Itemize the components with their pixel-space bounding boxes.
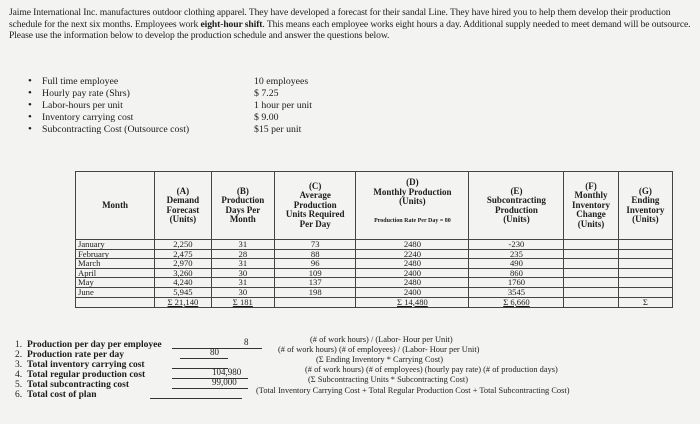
header-demand-forecast: (A) Demand Forecast (Units) xyxy=(155,172,212,240)
table-row: April 3,260 30 109 2400 860 xyxy=(76,268,673,278)
intro-text-1: Jaime International Inc. manufactures outdoor clothing apparel. They have developed a forecast for their sandal Line. They have hired you to help them develop their production schedule for the next six months. Employees work xyxy=(9,7,671,30)
question-1: 1. Production per day per employee xyxy=(15,340,162,350)
table-row: June 5,945 30 198 2400 3545 xyxy=(76,287,673,297)
bullet-icon: • xyxy=(28,99,32,111)
table-row: May 4,240 31 137 2480 1760 xyxy=(76,278,673,288)
answer-field-4[interactable]: 104,980 xyxy=(172,367,248,379)
intro-bold-text: eight-hour shift xyxy=(200,18,263,30)
answer-field-2[interactable]: 80 xyxy=(180,347,228,359)
bullet-icon: • xyxy=(28,75,32,87)
question-3: 3. Total inventory carrying cost xyxy=(15,360,145,370)
production-schedule-table xyxy=(75,171,673,308)
answer-field-5[interactable]: 99,000 xyxy=(172,377,248,389)
table-header-row xyxy=(76,172,673,240)
header-inventory-change: (F) Monthly Inventory Change (Units) xyxy=(564,172,618,240)
header-production-days: (B) Production Days Per Month xyxy=(211,172,274,240)
question-2: 2. Production rate per day xyxy=(15,350,125,360)
header-subcontracting: (E) Subcontracting Production (Units) xyxy=(469,172,564,240)
question-4: 4. Total regular production cost xyxy=(15,370,146,380)
question-5: 5. Total subcontracting cost xyxy=(15,380,130,390)
bullet-icon: • xyxy=(28,123,32,135)
header-ending-inventory: (G) Ending Inventory (Units) xyxy=(618,172,672,240)
answer-field-1[interactable]: 8 xyxy=(172,337,262,349)
formula-note-2: (# of work hours) (# of employees) / (Labor- Hour per Unit) xyxy=(278,345,480,354)
formula-note-6: (Total Inventory Carrying Cost + Total Regular Production Cost + Total Subcontracting Cost) xyxy=(256,386,570,395)
table-row: February 2,475 28 88 2240 235 xyxy=(76,249,673,259)
formula-note-5: (Σ Subcontracting Units * Subcontracting Cost) xyxy=(308,375,469,384)
table-row: January 2,250 31 73 2480 -230 xyxy=(76,240,673,250)
header-avg-units-per-day: (C) Average Production Units Required Per Day xyxy=(274,172,355,240)
formula-note-4: (# of work hours) (# of employees) (hourly pay rate) (# of production days) xyxy=(305,365,558,374)
formula-note-1: (# of work hours) / (Labor- Hour per Unit) xyxy=(310,335,453,344)
bullet-icon: • xyxy=(28,87,32,99)
header-monthly-production: (D) Monthly Production (Units) Production Rate Per Day = 80 xyxy=(356,172,469,240)
header-month: Month xyxy=(76,172,155,240)
production-rate-note: Production Rate Per Day = 80 xyxy=(374,217,451,224)
bullet-icon: • xyxy=(28,111,32,123)
formula-note-3: (Σ Ending Inventory * Carrying Cost) xyxy=(316,355,443,364)
answer-field-6[interactable] xyxy=(150,387,242,399)
table-row: March 2,970 31 96 2480 490 xyxy=(76,259,673,269)
question-6: 6. Total cost of plan xyxy=(15,390,97,400)
intro-paragraph xyxy=(9,7,693,42)
table-totals-row: Σ 21,140 Σ 181 Σ 14,480 Σ 6,660 Σ xyxy=(76,297,673,307)
intro-text-2: . This means each employee works eight hours a day. Additional supply needed to meet demand will be outsource. Please use the information below to develop the production schedule and answer the questions below. xyxy=(9,18,691,42)
